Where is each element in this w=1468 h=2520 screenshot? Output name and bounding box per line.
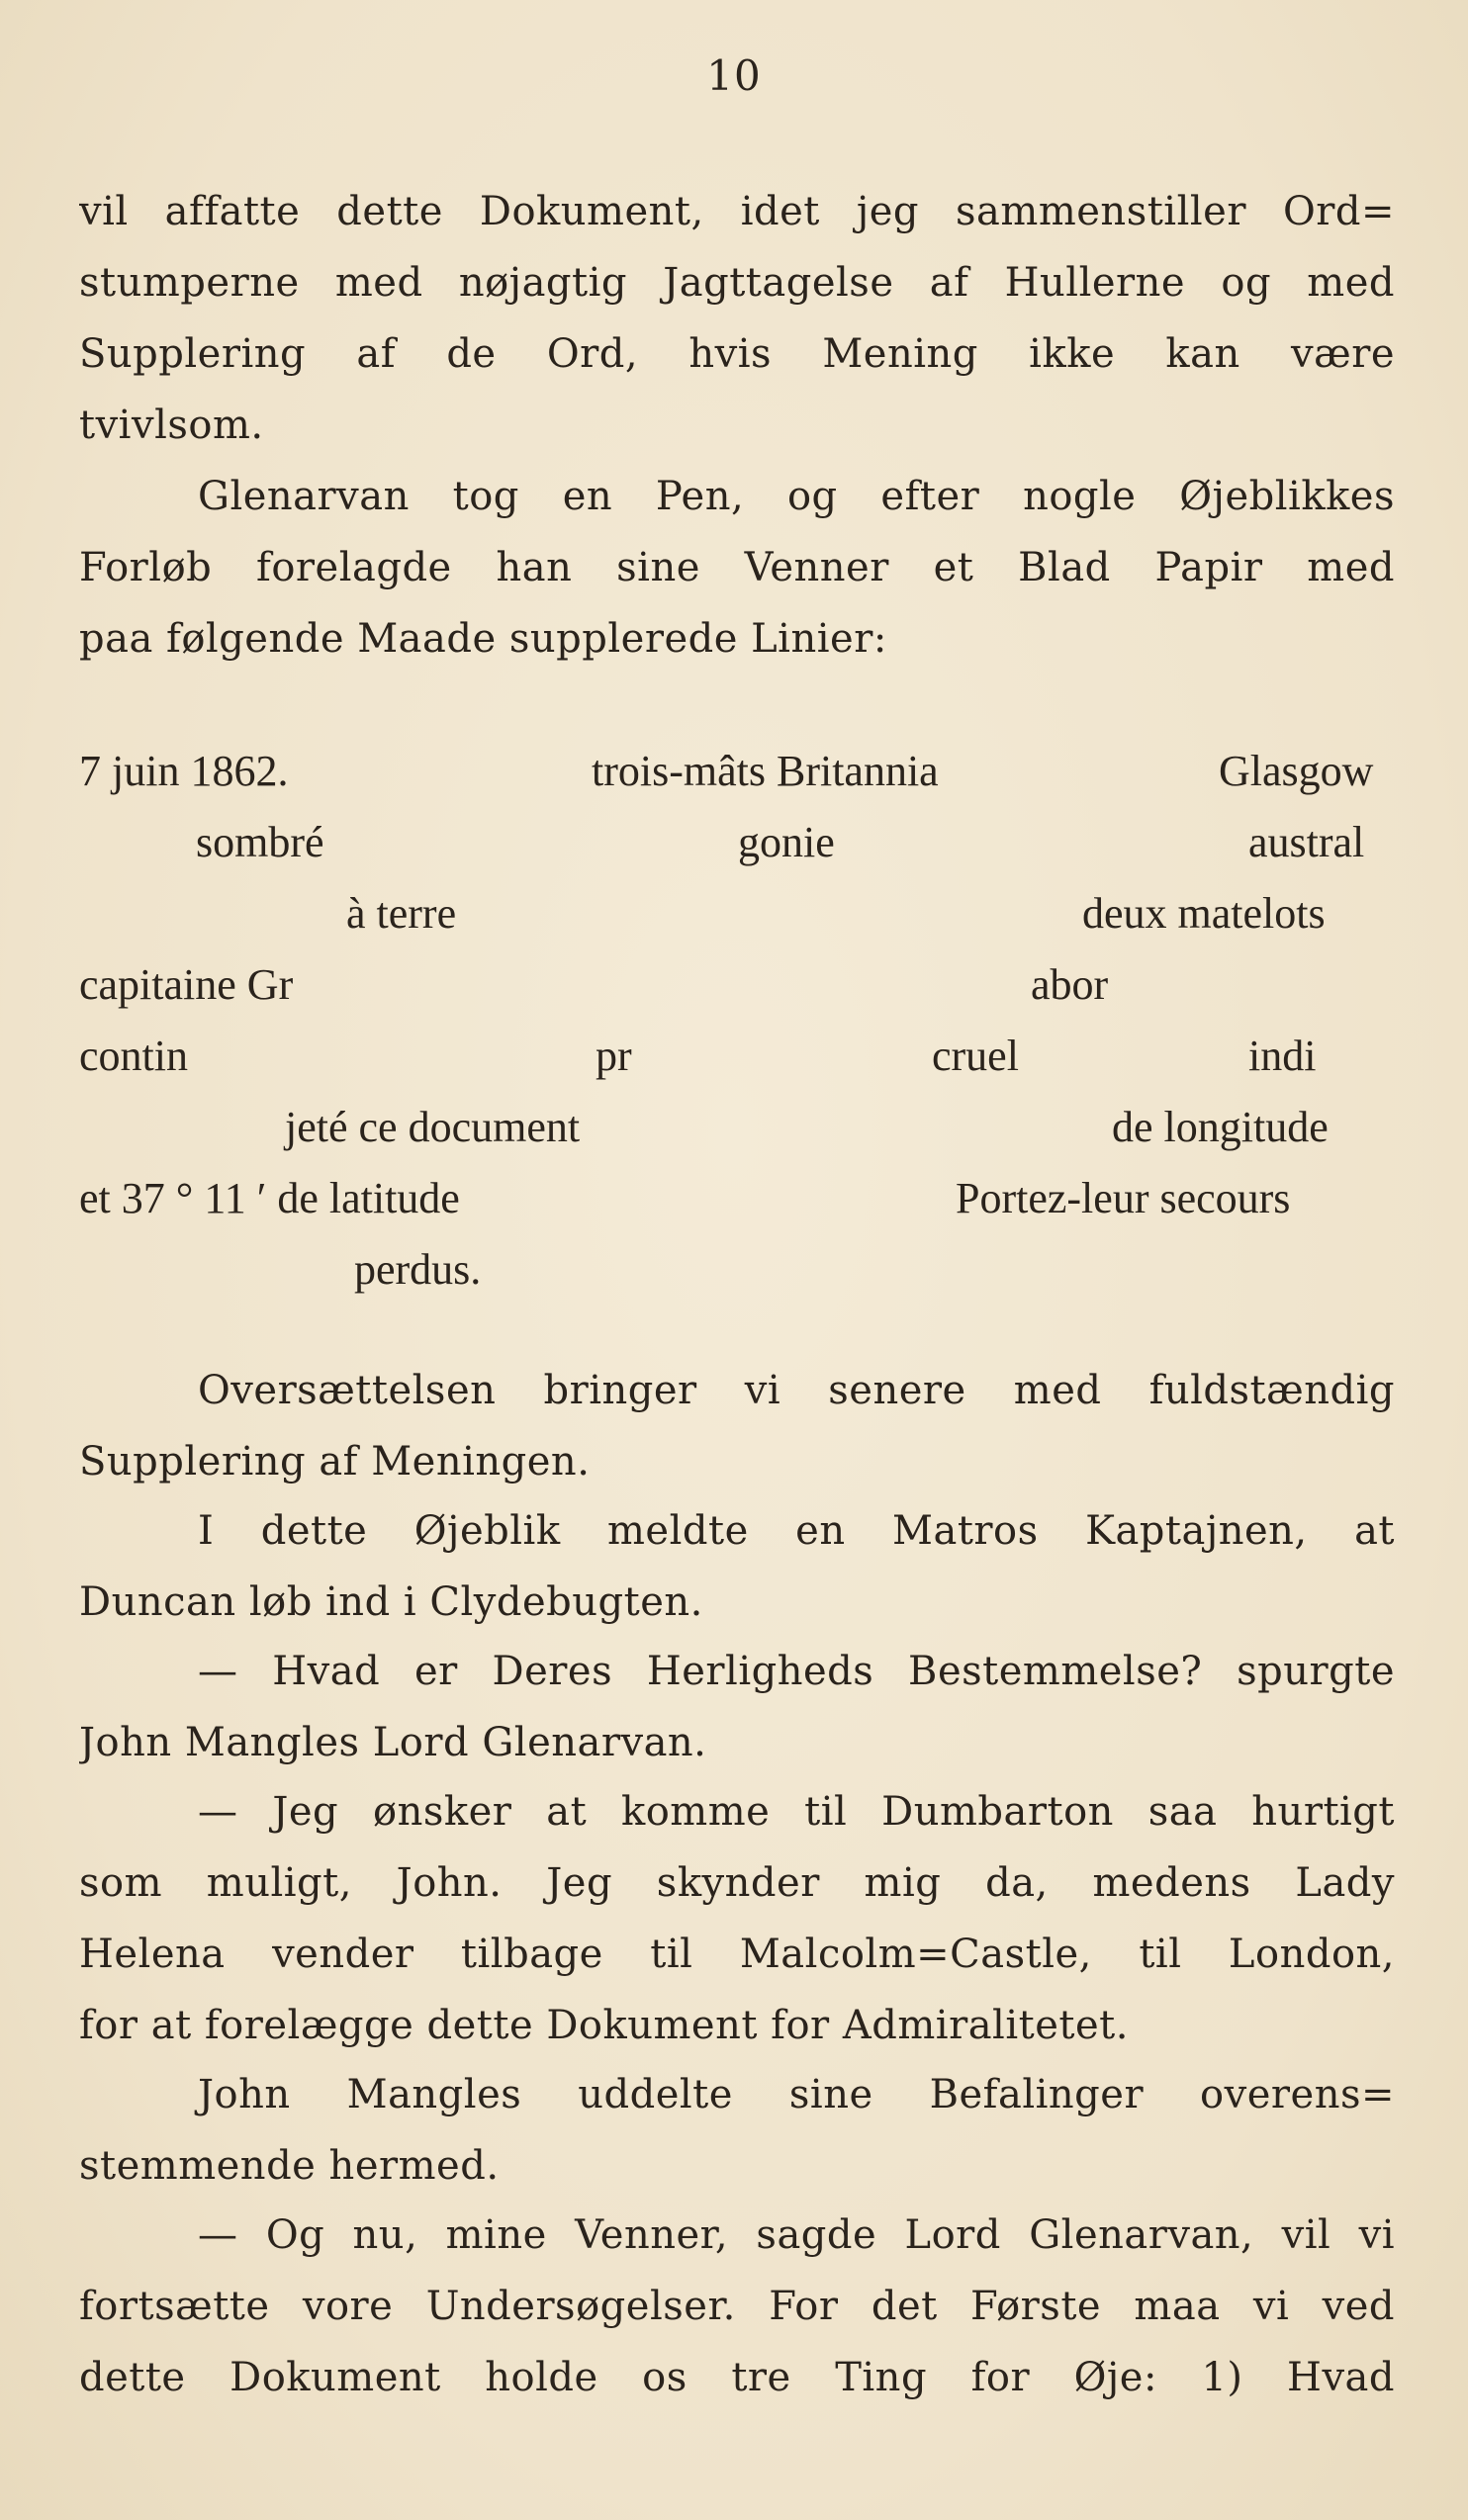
doc-fragment: Glasgow	[1219, 747, 1374, 795]
text-line: Duncan løb ind i Clydebugten.	[79, 1579, 703, 1625]
text-line: Glenarvan tog en Pen, og efter nogle Øjeblikkes	[198, 474, 1395, 519]
doc-fragment: Portez-leur secours	[956, 1174, 1291, 1222]
text-line: vil affatte dette Dokument, idet jeg sammenstiller Ord=	[79, 189, 1395, 234]
doc-fragment: de longitude	[1112, 1103, 1329, 1151]
paragraph-5	[79, 1636, 1395, 1778]
paragraph-6	[79, 1776, 1395, 2061]
text-line: I dette Øjeblik meldte en Matros Kaptajnen, at	[198, 1508, 1395, 1554]
paragraph-8	[79, 2200, 1395, 2413]
text-line: paa følgende Maade supplerede Linier:	[79, 616, 887, 662]
paragraph-7	[79, 2059, 1395, 2202]
text-line: Supplering af Meningen.	[79, 1439, 591, 1485]
text-line: dette Dokument holde os tre Ting for Øje: 1) Hvad	[79, 2355, 1395, 2400]
doc-fragment: sombré	[196, 818, 324, 866]
text-line: som muligt, John. Jeg skynder mig da, medens Lady	[79, 1860, 1395, 1906]
text-line: John Mangles Lord Glenarvan.	[79, 1720, 707, 1765]
paragraph-4	[79, 1495, 1395, 1638]
paragraph-2	[79, 461, 1395, 675]
paragraph-3	[79, 1355, 1395, 1497]
doc-fragment: cruel	[932, 1032, 1019, 1080]
text-line: — Og nu, mine Venner, sagde Lord Glenarvan, vil vi	[198, 2212, 1395, 2258]
text-line: stemmende hermed.	[79, 2143, 500, 2189]
doc-fragment: et 37 ° 11 ′ de latitude	[79, 1174, 460, 1222]
text-line: for at forelægge dette Dokument for Admiralitetet.	[79, 2003, 1129, 2048]
doc-fragment: à terre	[346, 889, 457, 938]
text-line: — Hvad er Deres Herligheds Bestemmelse? spurgte	[198, 1649, 1395, 1694]
text-line: Helena vender tilbage til Malcolm=Castle, til London,	[79, 1932, 1395, 1977]
doc-fragment: contin	[79, 1032, 188, 1080]
doc-fragment: trois-mâts Britannia	[592, 747, 939, 795]
text-line: John Mangles uddelte sine Befalinger overens=	[198, 2072, 1395, 2117]
text-line: tvivlsom.	[79, 403, 264, 448]
paragraph-1	[79, 176, 1395, 461]
doc-fragment: austral	[1248, 818, 1365, 866]
doc-fragment: indi	[1248, 1032, 1317, 1080]
doc-fragment: perdus.	[354, 1245, 482, 1294]
doc-fragment: pr	[596, 1032, 632, 1080]
doc-fragment: abor	[1031, 960, 1109, 1009]
text-line: fortsætte vore Undersøgelser. For det Første maa vi ved	[79, 2284, 1395, 2329]
text-line: Oversættelsen bringer vi senere med fuldstændig	[198, 1368, 1395, 1413]
doc-fragment: jeté ce document	[285, 1103, 581, 1151]
doc-fragment: gonie	[738, 818, 835, 866]
doc-fragment: deux matelots	[1082, 889, 1326, 938]
text-line: Forløb forelagde han sine Venner et Blad Papir med	[79, 545, 1395, 590]
page-number: 10	[706, 51, 762, 100]
text-line: stumperne med nøjagtig Jagttagelse af Hullerne og med	[79, 260, 1395, 306]
doc-fragment: capitaine Gr	[79, 960, 294, 1009]
text-line: — Jeg ønsker at komme til Dumbarton saa hurtigt	[198, 1789, 1395, 1835]
doc-fragment: 7 juin 1862.	[79, 747, 289, 795]
text-line: Supplering af de Ord, hvis Mening ikke kan være	[79, 331, 1395, 377]
